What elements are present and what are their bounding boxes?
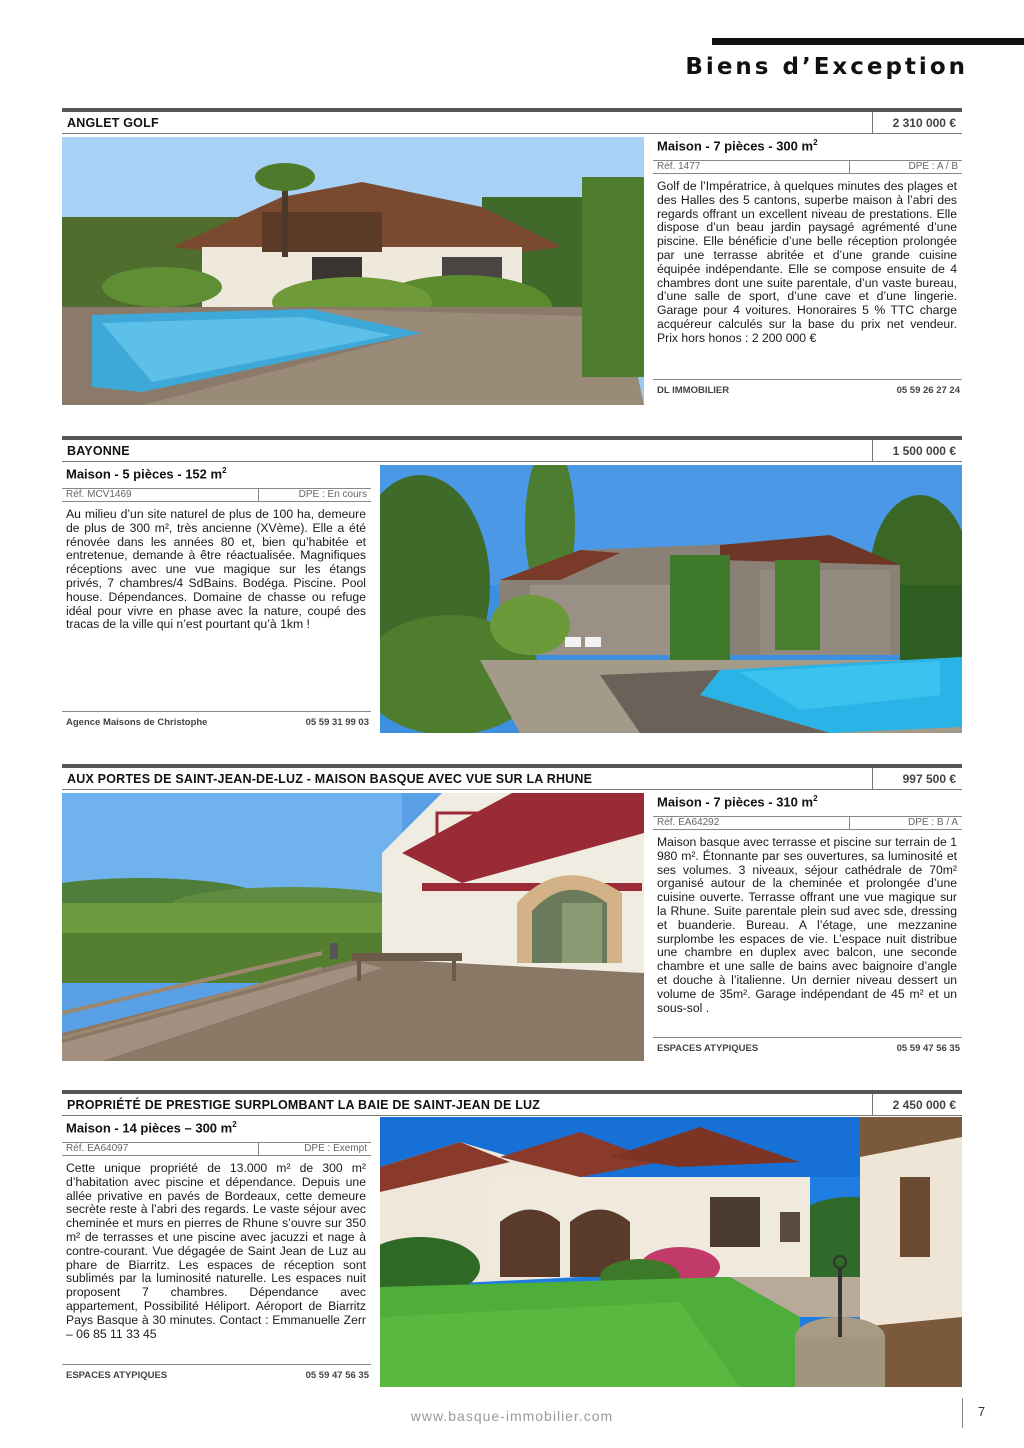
listing-header: [62, 1094, 962, 1116]
dpe-rating: DPE : A / B: [908, 161, 958, 172]
listing-saint-jean-de-luz-basque: [62, 764, 962, 1064]
dpe-rating: DPE : Exempt: [304, 1143, 367, 1154]
listing-description: Golf de l’Impératrice, à quelques minutes des plages et des Halles des 5 cantons, superbe maison à l’abri des regards offrant un excellent niveau de prestations. Elle dispose d’un beau jardin paysagé agrémenté d’une piscine. Elle bénéficie d’une belle réception prolongée par une terrasse abritée et d’une grande cuisine équipée indépendante. Elle se compose ensuite de 4 chambres dont une suite parentale, d’un vaste bureau, d’une salle de sport, d’une cave et d’une lingerie. Garage pour 4 voitures. Honoraires 5 % TTC charge acquéreur calculés sur la base du prix net vendeur. Prix hors honos : 2 200 000 €: [657, 179, 957, 345]
agency-name: ESPACES ATYPIQUES: [657, 1043, 759, 1054]
agency-phone: 05 59 31 99 03: [305, 717, 369, 728]
reference: Réf. MCV1469: [66, 489, 132, 500]
listing-footer: [653, 1037, 962, 1057]
listing-description: Au milieu d’un site naturel de plus de 100 ha, demeure de plus de 300 m², très ancienne (XVème). Elle a été rénovée dans les années 80 et, bien qu’habitée et entretenue, demande à être réactualisée. Magnifiques réceptions avec une vue magique sur les étangs privés, 7 chambres/4 SdBains. Bodéga. Piscine. Pool house. Dépendances. Domaine de chasse ou refuge idéal pour vivre en phase avec la nature, coupé des tracas de la ville qui n’est pourtant qu’à 1km !: [66, 507, 366, 632]
listing-header: [62, 112, 962, 134]
agency-phone: 05 59 47 56 35: [896, 1043, 960, 1054]
listing-location: AUX PORTES DE SAINT-JEAN-DE-LUZ - MAISON BASQUE AVEC VUE SUR LA RHUNE: [67, 772, 593, 786]
website-url: www.basque-immobilier.com: [410, 1408, 614, 1424]
agency-name: Agence Maisons de Christophe: [66, 717, 208, 728]
reference-line: [62, 488, 371, 502]
property-type: Maison - 7 pièces - 300 $m^2$: [657, 138, 818, 154]
listing-price: 2 450 000 €: [872, 1094, 962, 1116]
reference: Réf. EA64292: [657, 817, 720, 828]
header-bar: [712, 38, 1024, 45]
page-number: 7: [962, 1398, 1000, 1428]
section-title: Biens d’Exception: [685, 54, 968, 80]
listing-anglet-golf: [62, 108, 962, 408]
listing-info: [62, 466, 371, 736]
reference-line: [62, 1142, 371, 1156]
listing-bayonne: [62, 436, 962, 736]
reference: Réf. 1477: [657, 161, 701, 172]
reference-line: [653, 816, 962, 830]
listing-footer: [653, 379, 962, 399]
listing-info: [653, 794, 962, 1064]
listing-info: [653, 138, 962, 408]
listing-price: 2 310 000 €: [872, 112, 962, 134]
listing-photo: [380, 465, 962, 733]
listing-header: [62, 768, 962, 790]
listing-description: Maison basque avec terrasse et piscine sur terrain de 1 980 m². Étonnante par ses ouvertures, sa luminosité et ses volumes. 3 niveaux, séjour cathédrale de 70m² organisé autour de la cheminée et prolongée d’une cuisine ouverte. Terrasse offrant une vue magique sur la Rhune. Suite parentale plein sud avec sde, dressing et buanderie. Bureau. A l’étage, une mezzanine surplombe les espaces de vie. L’espace nuit distribue une chambre en duplex avec balcon, une seconde chambre et une salle de bains avec baignoire d’angle et douche à l’italienne. Un dernier niveau dessert un volume de 35m². Garage indépendant de 45 m² et un sous-sol .: [657, 835, 957, 1015]
property-type: Maison - 7 pièces - 310 $m^2$: [657, 794, 818, 810]
listing-location: BAYONNE: [67, 444, 130, 458]
listing-price: 1 500 000 €: [872, 440, 962, 462]
listing-header: [62, 440, 962, 462]
listing-photo: [62, 793, 644, 1061]
listing-photo: [380, 1117, 962, 1387]
listing-description: Cette unique propriété de 13.000 m² de 300 m² d’habitation avec piscine et dépendance. Depuis une allée privative en pavés de Bordeaux, cette demeure secrète reste à l’abri des regards. Le vaste séjour avec cheminée et murs en pierres de Rhune s’ouvre sur 350 m² de terrasses et une piscine avec jacuzzi et nage à contre-courant. Vue dégagée de Saint Jean de Luz au phare de Biarritz. Les espaces de réception sont sublimés par la luminosité naturelle. Les espaces nuit proposent 7 chambres. Dépendance avec appartement, Possibilité Héliport. Aéroport de Biarritz Pays Basque à 30 minutes. Contact : Emmanuelle Zerr – 06 85 11 33 45: [66, 1161, 366, 1341]
property-type: Maison - 5 pièces - 152 $m^2$: [66, 466, 227, 482]
property-type: Maison - 14 pièces – 300 $m^2$: [66, 1120, 237, 1136]
listing-prestige-saint-jean-de-luz: [62, 1090, 962, 1390]
listing-location: ANGLET GOLF: [67, 116, 159, 130]
agency-phone: 05 59 26 27 24: [896, 385, 960, 396]
reference-line: [653, 160, 962, 174]
agency-phone: 05 59 47 56 35: [305, 1370, 369, 1381]
listing-info: [62, 1120, 371, 1390]
listing-footer: [62, 1364, 371, 1384]
listing-photo: [62, 137, 644, 405]
listing-price: 997 500 €: [872, 768, 962, 790]
dpe-rating: DPE : B / A: [907, 817, 958, 828]
agency-name: DL IMMOBILIER: [657, 385, 730, 396]
dpe-rating: DPE : En cours: [298, 489, 367, 500]
agency-name: ESPACES ATYPIQUES: [66, 1370, 168, 1381]
reference: Réf. EA64097: [66, 1143, 129, 1154]
listing-location: PROPRIÉTÉ DE PRESTIGE SURPLOMBANT LA BAIE DE SAINT-JEAN DE LUZ: [67, 1098, 541, 1112]
listing-footer: [62, 711, 371, 731]
